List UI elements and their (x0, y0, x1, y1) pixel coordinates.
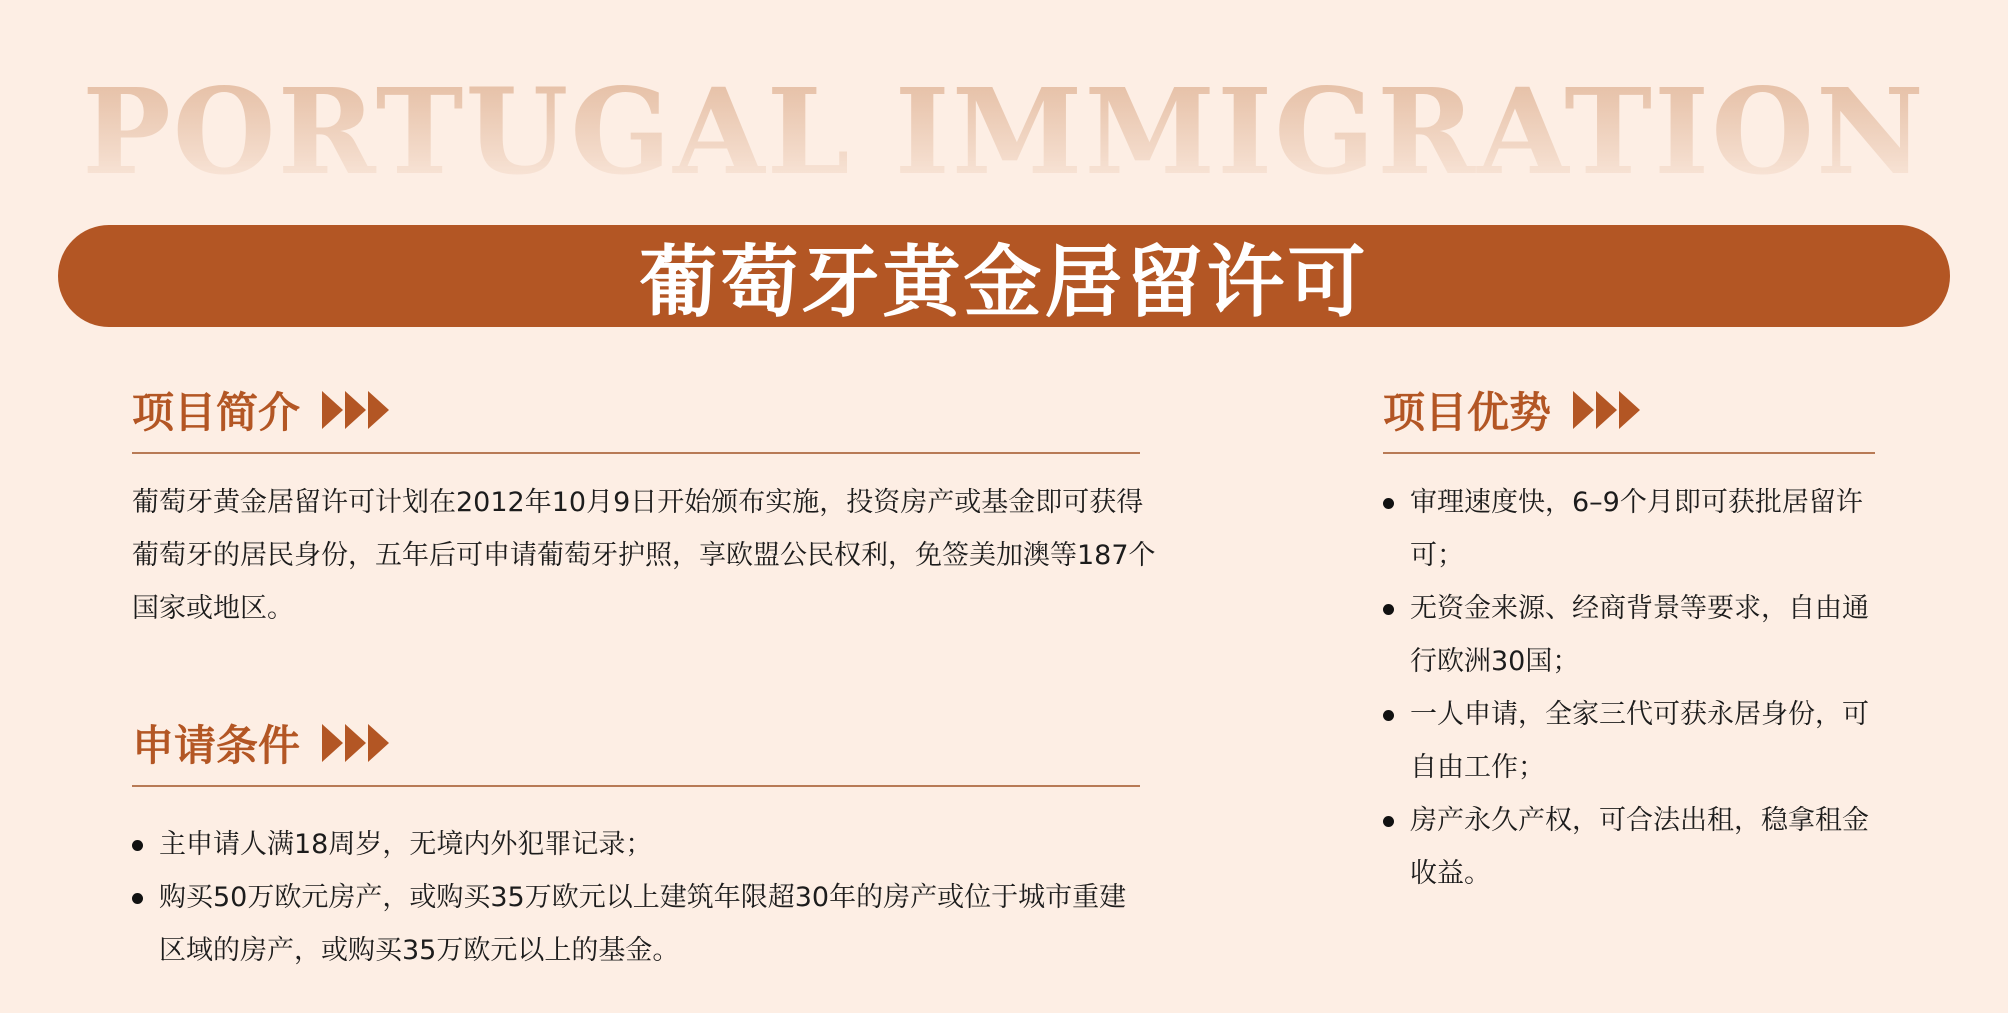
requirement-item-text: 主申请人满18周岁，无境内外犯罪记录； (159, 829, 653, 860)
advantage-item (1383, 476, 1883, 582)
requirements-divider (132, 785, 1140, 787)
advantages-list (1383, 476, 1883, 900)
requirement-item-text: 购买50万欧元房产，或购买35万欧元以上建筑年限超30年的房产或位于城市重建区域的房产，或购买35万欧元以上的基金。 (159, 882, 1127, 966)
advantage-item-text: 一人申请，全家三代可获永居身份，可自由工作； (1410, 699, 1869, 783)
advantage-item (1383, 688, 1883, 794)
advantage-item-text: 无资金来源、经商背景等要求，自由通行欧洲30国； (1410, 593, 1869, 677)
bullet-icon (132, 893, 143, 904)
requirements-heading-label: 申请条件 (132, 721, 301, 770)
advantages-heading-label: 项目优势 (1383, 388, 1552, 437)
advantage-item-text: 房产永久产权，可合法出租，稳拿租金收益。 (1410, 805, 1869, 889)
advantage-item (1383, 582, 1883, 688)
intro-divider (132, 452, 1140, 454)
requirement-item (132, 818, 1142, 871)
requirements-list (132, 818, 1142, 977)
bullet-icon (1383, 710, 1394, 721)
requirements-heading (132, 713, 391, 773)
triple-chevron-right-icon (322, 391, 391, 429)
triple-chevron-right-icon (1573, 391, 1642, 429)
watermark-text: PORTUGAL IMMIGRATION (0, 62, 2008, 202)
intro-heading (132, 380, 391, 440)
triple-chevron-right-icon (322, 724, 391, 762)
page-title: 葡萄牙黄金居留许可 (639, 238, 1369, 328)
bullet-icon (1383, 604, 1394, 615)
bullet-icon (1383, 498, 1394, 509)
advantage-item (1383, 794, 1883, 900)
advantages-divider (1383, 452, 1875, 454)
advantage-item-text: 审理速度快，6–9个月即可获批居留许可； (1410, 487, 1863, 571)
bullet-icon (132, 840, 143, 851)
intro-paragraph: 葡萄牙黄金居留许可计划在2012年10月9日开始颁布实施，投资房产或基金即可获得葡萄牙的居民身份，五年后可申请葡萄牙护照，享欧盟公民权利，免签美加澳等187个国家或地区。 (132, 487, 1156, 624)
page-title-banner (58, 225, 1950, 327)
intro-heading-label: 项目简介 (132, 388, 301, 437)
advantages-heading (1383, 380, 1642, 440)
requirement-item (132, 871, 1142, 977)
bullet-icon (1383, 816, 1394, 827)
